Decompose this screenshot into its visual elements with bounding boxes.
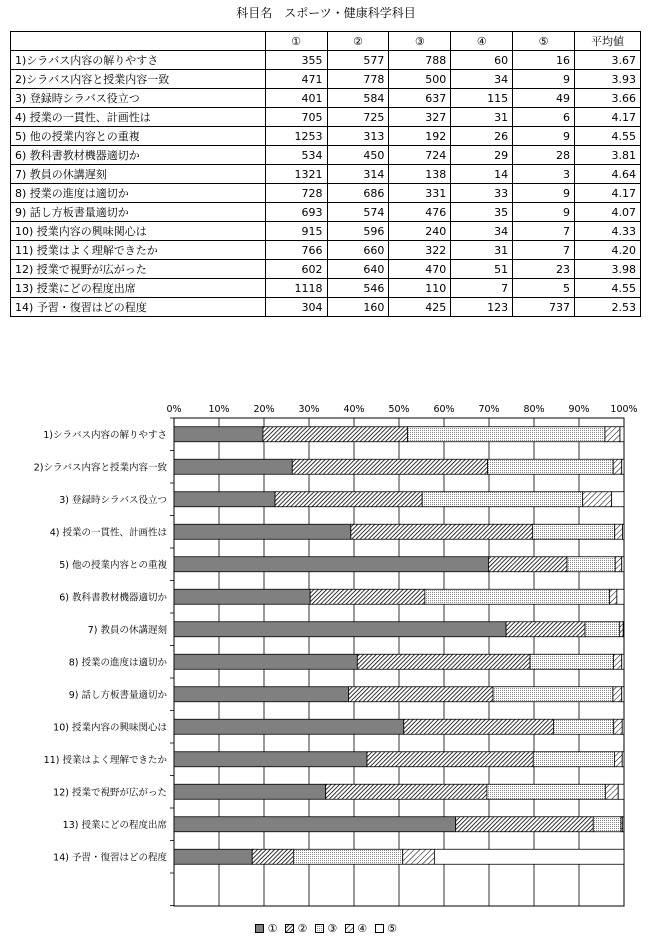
count-cell: 160 [327,298,389,317]
bar-segment [614,719,623,734]
bar-segment [605,427,620,442]
bar-segment [434,849,624,864]
category-label: 14) 予習・復習はどの程度 [53,852,167,864]
category-label: 10) 授業内容の興味関心は [53,722,167,734]
bar-segment [622,524,624,539]
count-cell: 3 [513,165,575,184]
bar-segment [585,622,620,637]
count-cell: 29 [451,146,513,165]
bar-segment [620,427,624,442]
bar-segment [533,524,615,539]
count-cell: 724 [389,146,451,165]
average-cell: 3.67 [575,51,641,70]
table-row [11,51,641,70]
bar-segment [622,752,624,767]
table-row [11,184,641,203]
count-cell: 915 [265,222,327,241]
count-cell: 7 [513,241,575,260]
bar-segment [622,459,624,474]
bar-segment [293,849,402,864]
bar-segment [425,589,610,604]
count-cell: 1321 [265,165,327,184]
count-cell: 35 [451,203,513,222]
count-cell: 355 [265,51,327,70]
bar-segment [613,459,622,474]
bar-segment [593,817,621,832]
count-cell: 304 [265,298,327,317]
average-cell: 4.20 [575,241,641,260]
count-cell: 728 [265,184,327,203]
bar-segment [174,622,506,637]
count-cell: 49 [513,89,575,108]
table-row [11,203,641,222]
count-cell: 1253 [265,127,327,146]
category-label: 1)シラバス内容の解りやすさ [43,429,167,441]
category-label: 12) 授業で視野が広がった [53,787,167,799]
count-cell: 16 [513,51,575,70]
bar-segment [609,589,616,604]
count-cell: 34 [451,70,513,89]
bar-segment [623,622,624,637]
bar-segment [613,687,622,702]
count-cell: 766 [265,241,327,260]
bar-segment [174,492,275,507]
table-header-cell: ④ [451,32,513,51]
bar-segment [174,557,488,572]
x-tick-label: 20% [253,404,275,415]
row-label: 13) 授業にどの程度出席 [11,279,266,298]
bar-segment [530,654,613,669]
count-cell: 577 [327,51,389,70]
bar-segment [403,849,435,864]
count-cell: 1118 [265,279,327,298]
legend-item [255,922,277,935]
count-cell: 686 [327,184,389,203]
table-row [11,108,641,127]
average-cell: 4.07 [575,203,641,222]
x-tick-label: 100% [610,404,638,415]
count-cell: 546 [327,279,389,298]
count-cell: 192 [389,127,451,146]
table-header-cell [11,32,266,51]
category-label: 5) 他の授業内容との重複 [59,559,167,571]
count-cell: 9 [513,203,575,222]
count-cell: 327 [389,108,451,127]
count-cell: 778 [327,70,389,89]
count-cell: 637 [389,89,451,108]
legend-label: ① [267,922,278,935]
bar-segment [263,427,408,442]
legend-item [285,922,307,935]
count-cell: 425 [389,298,451,317]
x-tick-label: 30% [298,404,320,415]
bar-segment [275,492,422,507]
x-tick-label: 90% [568,404,590,415]
page-title: 科目名 スポーツ・健康科学科目 [236,6,416,20]
results-table [10,31,641,317]
count-cell: 500 [389,70,451,89]
average-cell: 4.55 [575,127,641,146]
count-cell: 60 [451,51,513,70]
bar-segment [614,752,622,767]
table-row [11,241,641,260]
row-label: 4) 授業の一貫性、計画性は [11,108,266,127]
count-cell: 470 [389,260,451,279]
category-label: 3) 登録時シラバス役立つ [59,494,167,506]
count-cell: 9 [513,70,575,89]
category-label: 2)シラバス内容と授業内容一致 [33,462,167,474]
bar-segment [351,524,533,539]
x-tick-label: 80% [523,404,545,415]
table-row [11,146,641,165]
count-cell: 476 [389,203,451,222]
average-cell: 3.93 [575,70,641,89]
bar-segment [349,687,494,702]
count-cell: 737 [513,298,575,317]
bar-segment [174,849,252,864]
table-header-row [11,32,641,51]
category-label: 9) 話し方板書量適切か [68,689,167,701]
bar-segment [622,719,624,734]
bar-segment [408,427,605,442]
count-cell: 602 [265,260,327,279]
bar-segment [493,687,613,702]
count-cell: 23 [513,260,575,279]
bar-segment [553,719,613,734]
bar-segment [488,557,567,572]
bar-segment [326,784,487,799]
average-cell: 4.55 [575,279,641,298]
table-header-cell: ⑤ [513,32,575,51]
count-cell: 693 [265,203,327,222]
row-label: 9) 話し方板書量適切か [11,203,266,222]
chart-legend [0,922,652,935]
category-label: 4) 授業の一貫性、計画性は [49,527,167,539]
bar-segment [613,654,621,669]
bar-segment [174,654,357,669]
count-cell: 471 [265,70,327,89]
category-label: 8) 授業の進度は適切か [68,657,167,669]
legend-label: ④ [357,922,368,935]
bar-segment [487,784,605,799]
bar-segment [615,524,623,539]
table-row [11,222,641,241]
count-cell: 51 [451,260,513,279]
count-cell: 5 [513,279,575,298]
bar-segment [533,752,614,767]
legend-item [315,922,337,935]
stacked-bar-chart [0,398,652,916]
count-cell: 6 [513,108,575,127]
row-label: 10) 授業内容の興味関心は [11,222,266,241]
count-cell: 322 [389,241,451,260]
bar-segment [488,459,614,474]
bar-segment [174,589,310,604]
count-cell: 596 [327,222,389,241]
bar-segment [174,427,263,442]
count-cell: 240 [389,222,451,241]
count-cell: 9 [513,127,575,146]
legend-label: ⑤ [387,922,397,935]
row-label: 1)シラバス内容の解りやすさ [11,51,266,70]
bar-segment [174,784,326,799]
count-cell: 313 [327,127,389,146]
x-tick-label: 40% [343,404,365,415]
count-cell: 14 [451,165,513,184]
legend-label: ② [297,922,308,935]
bar-segment [618,784,624,799]
count-cell: 34 [451,222,513,241]
average-cell: 3.81 [575,146,641,165]
count-cell: 725 [327,108,389,127]
bar-segment [367,752,533,767]
bar-segment [252,849,293,864]
bar-segment [622,654,624,669]
x-tick-label: 0% [166,404,182,415]
bar-segment [310,589,425,604]
count-cell: 138 [389,165,451,184]
bar-segment [174,524,351,539]
count-cell: 450 [327,146,389,165]
average-cell: 4.17 [575,108,641,127]
table-row [11,165,641,184]
count-cell: 660 [327,241,389,260]
bar-segment [620,622,624,637]
bar-segment [292,459,487,474]
bar-segment [174,817,456,832]
average-cell: 4.64 [575,165,641,184]
x-tick-label: 70% [478,404,500,415]
table-row [11,127,641,146]
table-header-cell: ② [327,32,389,51]
count-cell: 314 [327,165,389,184]
row-label: 11) 授業はよく理解できたか [11,241,266,260]
table-header-cell: ① [265,32,327,51]
count-cell: 33 [451,184,513,203]
count-cell: 26 [451,127,513,146]
count-cell: 28 [513,146,575,165]
x-tick-label: 50% [388,404,410,415]
category-label: 11) 授業はよく理解できたか [43,754,167,766]
bar-segment [174,687,349,702]
bar-segment [174,459,292,474]
row-label: 2)シラバス内容と授業内容一致 [11,70,266,89]
count-cell: 9 [513,184,575,203]
average-cell: 4.33 [575,222,641,241]
table-header-cell: ③ [389,32,451,51]
row-label: 8) 授業の進度は適切か [11,184,266,203]
count-cell: 31 [451,241,513,260]
table-row [11,260,641,279]
bar-segment [622,557,624,572]
table-row [11,298,641,317]
count-cell: 574 [327,203,389,222]
table-row [11,70,641,89]
row-label: 6) 教科書教材機器適切か [11,146,266,165]
category-label: 13) 授業にどの程度出席 [62,819,167,831]
count-cell: 331 [389,184,451,203]
legend-item [375,922,397,935]
row-label: 7) 教員の休講遅刻 [11,165,266,184]
bar-segment [583,492,612,507]
bar-segment [623,817,624,832]
table-row [11,279,641,298]
x-tick-label: 10% [208,404,230,415]
count-cell: 584 [327,89,389,108]
count-cell: 7 [451,279,513,298]
bar-segment [617,589,624,604]
table-row [11,89,641,108]
average-cell: 3.66 [575,89,641,108]
category-label: 6) 教科書教材機器適切か [59,592,167,604]
count-cell: 115 [451,89,513,108]
count-cell: 7 [513,222,575,241]
count-cell: 123 [451,298,513,317]
average-cell: 4.17 [575,184,641,203]
count-cell: 31 [451,108,513,127]
row-label: 12) 授業で視野が広がった [11,260,266,279]
count-cell: 401 [265,89,327,108]
bar-segment [622,687,624,702]
average-cell: 2.53 [575,298,641,317]
row-label: 3) 登録時シラバス役立つ [11,89,266,108]
bar-segment [174,752,367,767]
bar-segment [357,654,530,669]
category-label: 7) 教員の休講遅刻 [87,624,167,636]
count-cell: 110 [389,279,451,298]
row-label: 14) 予習・復習はどの程度 [11,298,266,317]
count-cell: 534 [265,146,327,165]
bar-segment [605,784,618,799]
bar-segment [174,719,404,734]
bar-segment [567,557,615,572]
count-cell: 788 [389,51,451,70]
count-cell: 640 [327,260,389,279]
bar-segment [612,492,624,507]
table-header-cell: 平均値 [575,32,641,51]
count-cell: 705 [265,108,327,127]
legend-item [345,922,367,935]
average-cell: 3.98 [575,260,641,279]
bar-segment [404,719,554,734]
bar-segment [456,817,594,832]
row-label: 5) 他の授業内容との重複 [11,127,266,146]
bar-segment [615,557,622,572]
legend-label: ③ [327,922,338,935]
bar-segment [422,492,582,507]
x-tick-label: 60% [433,404,455,415]
bar-segment [506,622,585,637]
